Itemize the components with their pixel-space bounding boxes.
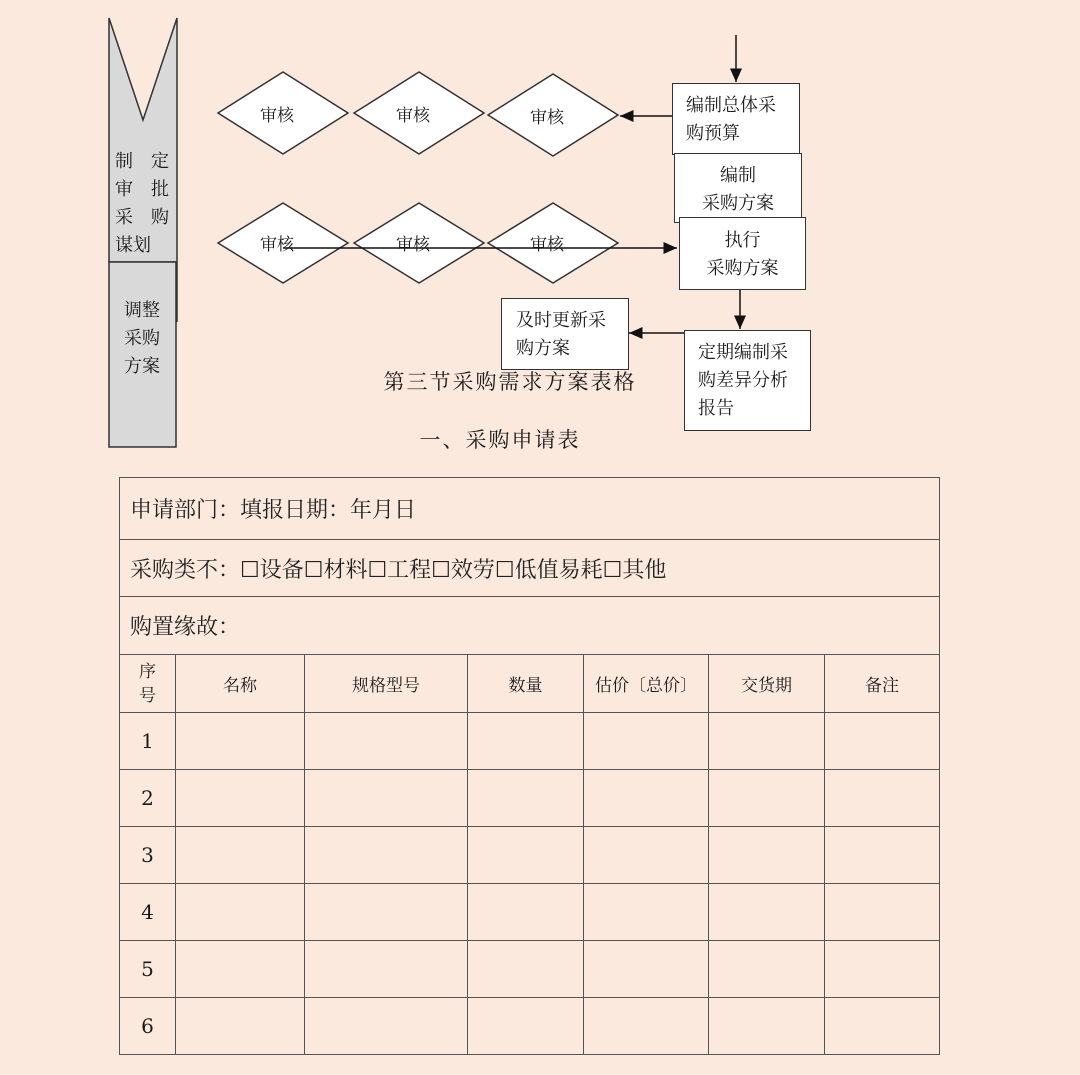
report-box: 定期编制采 购差异分析 报告 xyxy=(684,330,811,431)
reason-field[interactable]: 购置缘故： xyxy=(120,597,940,655)
left-column-bottom-text: 调整 采购 方案 xyxy=(124,300,160,377)
cell-quantity[interactable] xyxy=(468,941,584,998)
execute-box: 执行 采购方案 xyxy=(679,217,806,290)
cell-spec[interactable] xyxy=(305,713,468,770)
cell-spec[interactable] xyxy=(305,884,468,941)
review-label-4: 审核 xyxy=(260,235,294,255)
table-row xyxy=(120,941,940,998)
left-column-top-text: 制 定 审 批 采 购 谋划 xyxy=(115,151,169,256)
col-header-price: 估价〔总价〕 xyxy=(584,655,709,713)
category-row xyxy=(120,540,940,597)
col-header-name: 名称 xyxy=(176,655,305,713)
cell-name[interactable] xyxy=(176,713,305,770)
cell-delivery[interactable] xyxy=(709,770,825,827)
col-header-spec: 规格型号 xyxy=(305,655,468,713)
review-label-5: 审核 xyxy=(396,235,430,255)
cell-name[interactable] xyxy=(176,827,305,884)
cell-remarks[interactable] xyxy=(825,998,940,1055)
cell-quantity[interactable] xyxy=(468,713,584,770)
plan-box: 编制 采购方案 xyxy=(674,153,802,223)
cell-delivery[interactable] xyxy=(709,941,825,998)
cell-name[interactable] xyxy=(176,770,305,827)
category-field[interactable]: 采购类不：☐设备☐材料☐工程☐效劳☐低值易耗☐其他 xyxy=(120,540,940,597)
col-header-quantity: 数量 xyxy=(468,655,584,713)
section-title: 第三节采购需求方案表格 xyxy=(383,370,637,394)
table-row xyxy=(120,998,940,1055)
cell-price[interactable] xyxy=(584,713,709,770)
department-row xyxy=(120,478,940,540)
cell-price[interactable] xyxy=(584,884,709,941)
cell-quantity[interactable] xyxy=(468,884,584,941)
review-label-3: 审核 xyxy=(530,108,564,128)
cell-remarks[interactable] xyxy=(825,713,940,770)
budget-box: 编制总体采 购预算 xyxy=(672,83,800,155)
cell-remarks[interactable] xyxy=(825,884,940,941)
cell-spec[interactable] xyxy=(305,998,468,1055)
reason-row xyxy=(120,597,940,655)
cell-spec[interactable] xyxy=(305,827,468,884)
cell-delivery[interactable] xyxy=(709,998,825,1055)
cell-price[interactable] xyxy=(584,770,709,827)
subsection-title: 一、采购申请表 xyxy=(419,428,581,452)
cell-name[interactable] xyxy=(176,998,305,1055)
col-header-delivery: 交货期 xyxy=(709,655,825,713)
purchase-request-form xyxy=(119,477,940,1055)
cell-spec[interactable] xyxy=(305,770,468,827)
cell-remarks[interactable] xyxy=(825,827,940,884)
cell-remarks[interactable] xyxy=(825,770,940,827)
row-index: 4 xyxy=(120,884,176,941)
col-header-remarks: 备注 xyxy=(825,655,940,713)
row-index: 2 xyxy=(120,770,176,827)
row-index: 1 xyxy=(120,713,176,770)
review-label-1: 审核 xyxy=(260,106,294,126)
update-box: 及时更新采 购方案 xyxy=(501,298,629,370)
cell-price[interactable] xyxy=(584,827,709,884)
cell-name[interactable] xyxy=(176,941,305,998)
review-label-6: 审核 xyxy=(530,235,564,255)
row-index: 3 xyxy=(120,827,176,884)
row-index: 6 xyxy=(120,998,176,1055)
row-index: 5 xyxy=(120,941,176,998)
table-row xyxy=(120,713,940,770)
cell-delivery[interactable] xyxy=(709,884,825,941)
table-row xyxy=(120,827,940,884)
cell-name[interactable] xyxy=(176,884,305,941)
cell-delivery[interactable] xyxy=(709,827,825,884)
cell-price[interactable] xyxy=(584,941,709,998)
department-field[interactable]: 申请部门：填报日期：年月日 xyxy=(120,478,940,540)
cell-price[interactable] xyxy=(584,998,709,1055)
col-header-index: 序号 xyxy=(120,655,176,713)
cell-quantity[interactable] xyxy=(468,770,584,827)
cell-delivery[interactable] xyxy=(709,713,825,770)
cell-quantity[interactable] xyxy=(468,998,584,1055)
table-row xyxy=(120,770,940,827)
table-row xyxy=(120,884,940,941)
column-header-row xyxy=(120,655,940,713)
review-label-2: 审核 xyxy=(396,106,430,126)
cell-quantity[interactable] xyxy=(468,827,584,884)
cell-remarks[interactable] xyxy=(825,941,940,998)
cell-spec[interactable] xyxy=(305,941,468,998)
